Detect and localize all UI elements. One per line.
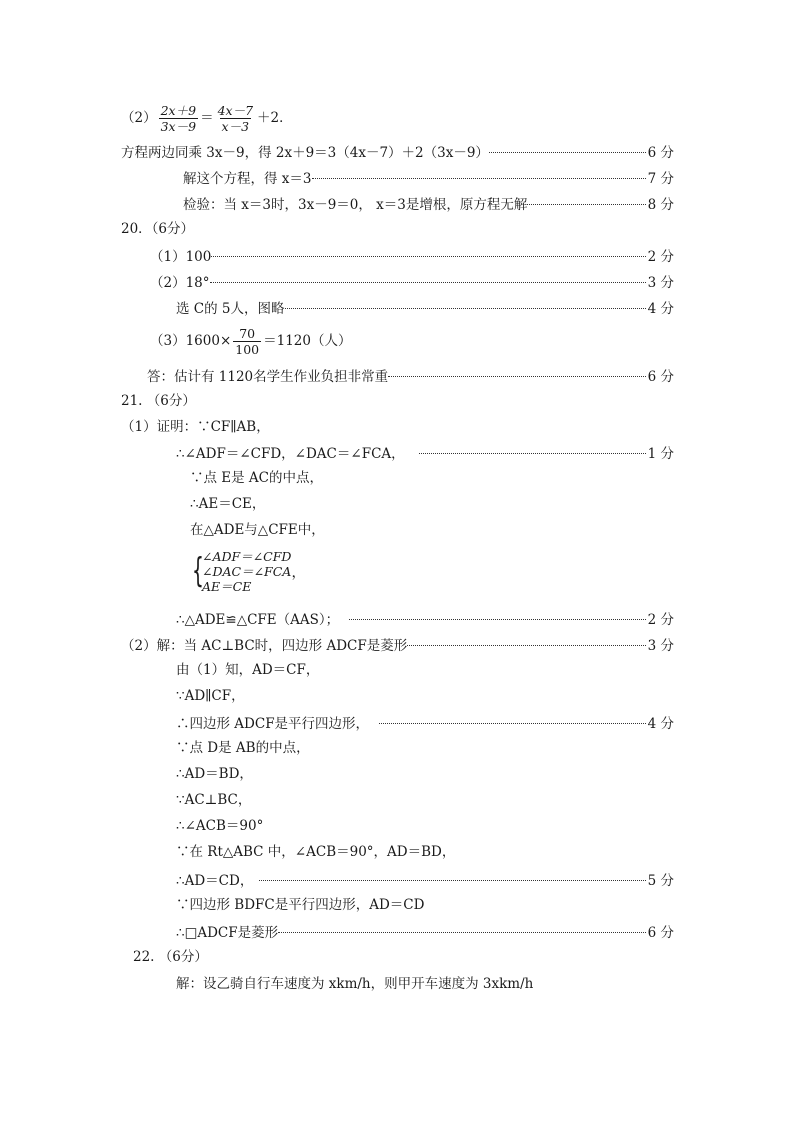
leader-dots [259,880,645,881]
q20-p2-score: 3 分 [647,275,674,291]
equals-sign: ＝ [200,110,214,126]
q19-part2-equation [121,98,293,138]
q20-p2b-score: 4 分 [647,301,674,317]
system-row-1: ∠ADF＝∠CFD [202,549,292,564]
q21-line16-text: ∴AD＝CD， [176,873,254,889]
lhs-numerator: 2x＋9 [160,102,197,118]
q21-line8: 由（1）知，AD＝CF， [176,662,320,678]
leader-dots [379,723,646,724]
system-close: ， [291,564,306,581]
leader-dots [312,178,646,179]
leader-dots [349,619,645,620]
rhs-tail: ＋2． [257,110,293,126]
leader-dots [388,376,645,377]
q21-line10 [176,713,674,731]
q20-p2-text: （2）18° [150,275,210,291]
q19-step1-line [121,142,674,160]
q21-line6-score: 2 分 [647,612,674,628]
q19-step3-score: 8 分 [647,197,674,213]
q21-line11: ∵点 D是 AB的中点， [176,740,310,756]
q20-p1-text: （1）100 [150,249,212,265]
leader-dots [210,282,646,283]
q21-line2-text: ∴∠ADF＝∠CFD，∠DAC＝∠FCA， [176,446,405,462]
q21-line6-text: ∴△ADE≌△CFE（AAS）； [176,612,340,628]
lhs-denominator: 3x－9 [160,118,197,134]
q21-line6 [176,609,674,627]
q21-line16-score: 5 分 [647,873,674,889]
q21-line5: 在△ADE与△CFE中， [190,522,325,538]
q20-p3-prefix: （3）1600× [150,333,232,349]
rhs-fraction [216,103,255,134]
q20-answer-line [147,366,674,384]
q20-p3-fraction [233,326,261,357]
q21-line7-text: （2）解：当 AC⊥BC时，四边形 ADCF是菱形 [121,638,408,654]
leader-dots [407,645,645,646]
q20-p3-denominator: 100 [235,341,260,357]
q21-line9: ∵AD∥CF， [176,688,245,704]
q19-step2-line [183,168,674,186]
q20-p1-line [150,246,674,264]
q21-line14: ∴∠ACB＝90° [176,818,264,834]
q19-step2-text: 解这个方程，得 x＝3 [183,171,312,187]
q21-line18 [176,922,674,940]
q22-line1: 解：设乙骑自行车速度为 xkm/h，则甲开车速度为 3xkm/h [176,976,534,992]
q20-p2b-line [176,298,674,316]
q19-step2-score: 7 分 [647,171,674,187]
q19-part2-label: （2） [121,110,157,126]
q21-line18-text: ∴□ADCF是菱形 [176,925,279,941]
q21-line2-score: 1 分 [647,446,674,462]
q22-header: 22. （6分） [133,949,208,965]
q21-line7-score: 3 分 [647,638,674,654]
q21-header: 21. （6分） [121,393,196,409]
q21-line1: （1）证明：∵CF∥AB， [121,419,270,435]
left-brace: { [192,551,204,591]
q21-line15: ∵在 Rt△ABC 中，∠ACB＝90°，AD＝BD， [176,844,456,860]
q21-line12: ∴AD＝BD， [176,766,253,782]
q21-line7 [121,635,674,653]
leader-dots [278,932,645,933]
q21-line13: ∵AC⊥BC， [176,792,252,808]
rhs-denominator: x－3 [221,118,250,134]
q21-line3: ∵点 E是 AC的中点， [190,470,324,486]
q20-p1-score: 2 分 [647,249,674,265]
system-row-3: AE＝CE [202,579,252,594]
q20-p3-suffix: ＝1120（人） [263,333,352,349]
q20-p2b-text: 选 C的 5人，图略 [176,301,285,317]
q21-line4: ∴AE＝CE， [190,496,266,512]
q21-line17: ∵四边形 BDFC是平行四边形，AD＝CD [176,897,425,913]
q21-line2 [176,443,674,461]
q21-line10-text: ∴四边形 ADCF是平行四边形， [176,716,370,732]
q20-answer-text: 答：估计有 1120名学生作业负担非常重 [147,369,389,385]
q19-step1-score: 6 分 [647,145,674,161]
q19-step3-line [183,194,674,212]
system-rows [202,549,291,594]
congruence-system [192,549,305,594]
q21-line16 [176,870,674,888]
leader-dots [285,308,646,309]
leader-dots [419,453,646,454]
q21-line18-score: 6 分 [647,925,674,941]
rhs-numerator: 4x－7 [217,102,254,118]
q20-answer-score: 6 分 [647,369,674,385]
q20-p3-line [150,322,351,360]
system-row-2: ∠DAC＝∠FCA [202,564,292,579]
leader-dots [211,256,645,257]
q19-step3-text: 检验：当 x＝3时，3x－9＝0， x＝3是增根，原方程无解 [183,197,528,213]
q21-line10-score: 4 分 [647,716,674,732]
q20-header: 20．（6分） [121,221,195,237]
q20-p3-numerator: 70 [239,325,256,341]
leader-dots [489,152,646,153]
q19-step1-text: 方程两边同乘 3x－9，得 2x＋9＝3（4x－7）＋2（3x－9） [121,145,489,161]
lhs-fraction [159,103,198,134]
q20-p2-line [150,272,674,290]
leader-dots [527,204,645,205]
